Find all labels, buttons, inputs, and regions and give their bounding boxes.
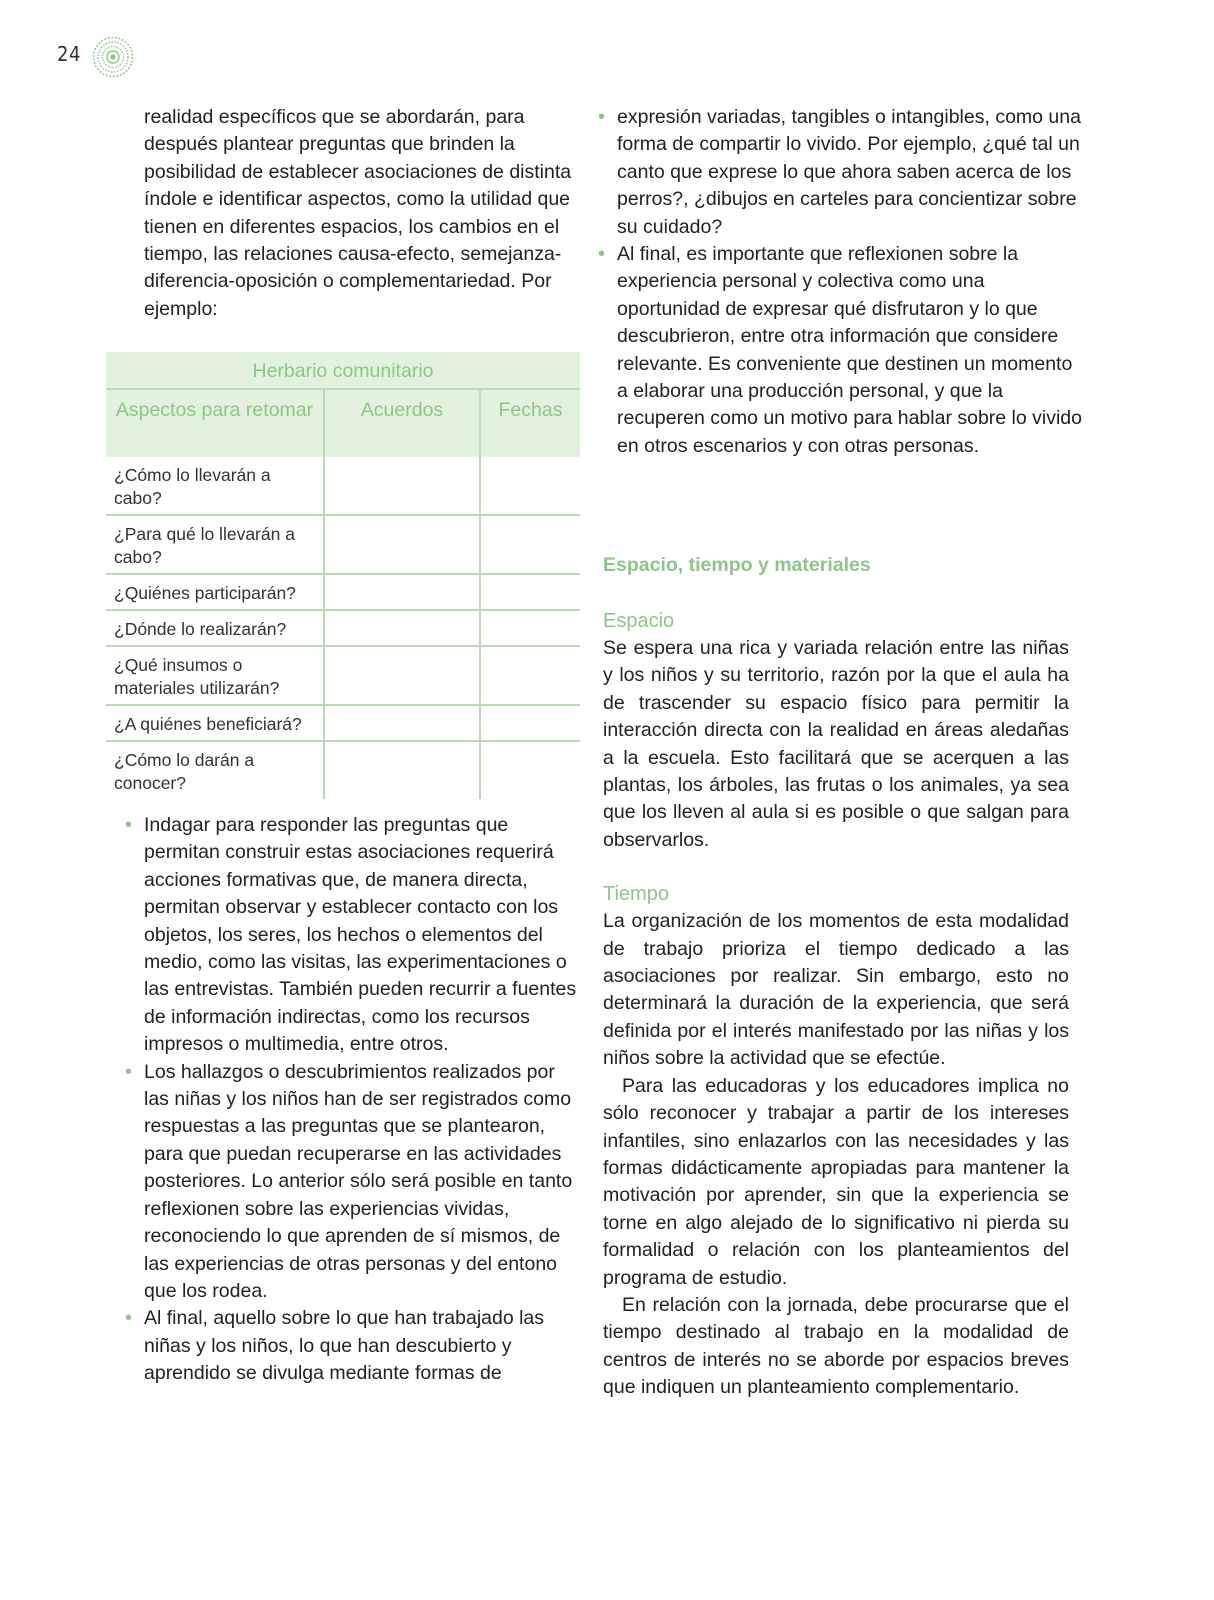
table-cell	[480, 515, 580, 574]
table-row	[106, 574, 580, 610]
sun-spiral-emblem-icon	[92, 36, 134, 78]
table-row	[106, 515, 580, 574]
subheading-espacio: Espacio	[603, 610, 675, 632]
table-cell	[480, 574, 580, 610]
right-bullet-list-2	[617, 241, 1087, 460]
table-cell	[324, 741, 480, 799]
table-cell: ¿A quiénes beneficiará?	[106, 705, 324, 741]
tiempo-paragraph-2: Para las educadoras y los educadores implica no sólo reconocer y trabajar a partir de los intereses infantiles, sino enlazarlos con las necesidades y las formas didácticamente apropiadas para mantener la motivación por aprender, sin que la experiencia se torne en algo alejado de lo significativo ni pierda su formalidad o relación con los planteamientos del programa de estudio.	[603, 1074, 1069, 1289]
table-cell: ¿Quiénes participarán?	[106, 574, 324, 610]
continuation-text: expresión variadas, tangibles o intangibles, como una forma de compartir lo vivido. Por ejemplo, ¿qué tal un canto que exprese lo que ahora saben acerca de los perros?, ¿dibujos en carteles para concientizar sobre su cuidado?	[617, 106, 1081, 238]
table-cell	[324, 646, 480, 705]
tiempo-paragraph-1: La organización de los momentos de esta modalidad de trabajo prioriza el tiempo dedicado a las asociaciones por realizar. Sin embargo, esto no determinará la duración de la experiencia, que será definida por el interés manifestado por las niñas y los niños sobre la actividad que se efectúe.	[603, 910, 1069, 1070]
table-row	[106, 610, 580, 646]
left-bullet-list	[144, 812, 584, 1388]
subheading-tiempo: Tiempo	[603, 883, 669, 906]
table-row	[106, 646, 580, 705]
right-bullet-list	[617, 104, 1087, 241]
table-row	[106, 741, 580, 799]
list-item: • Al final, es importante que reflexionen sobre la experiencia personal y colectiva como una oportunidad de expresar qué disfrutaron y lo que descubrieron, entre otra información que considere relevante. Es conveniente que destinen un momento a elaborar una producción personal, y que la recuperen como un motivo para hablar sobre lo vivido en otros escenarios y con otras personas.	[617, 241, 1087, 460]
section-heading: Espacio, tiempo y materiales	[603, 554, 871, 576]
left-column	[144, 104, 584, 323]
table-cell	[324, 515, 480, 574]
table-cell	[324, 705, 480, 741]
list-item-continuation	[617, 104, 1087, 241]
table-cell	[324, 574, 480, 610]
list-item: • Los hallazgos o descubrimientos realizados por las niñas y los niños han de ser registrados como respuestas a las preguntas que se plantearon, para que puedan recuperarse en las actividades posteriores. Lo anterior sólo será posible en tanto reflexionen sobre las experiencias vividas, reconociendo lo que aprenden de sí mismos, de las experiencias de otras personas y del entono que los rodea.	[144, 1059, 584, 1306]
table-cell: ¿Qué insumos o materiales utilizarán?	[106, 646, 324, 705]
list-item: • Al final, aquello sobre lo que han trabajado las niñas y los niños, lo que han descubierto y aprendido se divulga mediante formas de	[144, 1305, 584, 1387]
table-cell	[480, 741, 580, 799]
table-cell	[324, 457, 480, 515]
intro-paragraph: realidad específicos que se abordarán, para después plantear preguntas que brinden la posibilidad de establecer asociaciones de distinta índole e identificar aspectos, como la utilidad que tienen en diferentes espacios, los cambios en el tiempo, las relaciones causa-efecto, semejanza-diferencia-oposición o complementariedad. Por ejemplo:	[144, 106, 572, 320]
table-row	[106, 705, 580, 741]
table-cell	[480, 646, 580, 705]
table-cell	[480, 457, 580, 515]
herbario-table-container	[106, 352, 580, 799]
table-cell	[480, 705, 580, 741]
list-item: • Indagar para responder las preguntas que permitan construir estas asociaciones requerirá acciones formativas que, de manera directa, permitan observar y establecer contacto con los objetos, los seres, los hechos o elementos del medio, como las visitas, las experimentaciones o las entrevistas. También pueden recurrir a fuentes de información indirectas, como los recursos impresos o multimedia, entre otros.	[144, 812, 584, 1059]
herbario-table	[106, 352, 580, 799]
espacio-paragraph: Se espera una rica y variada relación entre las niñas y los niños y su territorio, razón por la que el aula ha de trascender su espacio físico para permitir la interacción directa con la realidad en áreas aledañas a la escuela. Esto facilitará que se acerquen a las plantas, los árboles, las frutas o los animales, ya sea que los lleven al aula si es posible o que salgan para observarlos.	[603, 637, 1069, 851]
table-cell: ¿Cómo lo llevarán a cabo?	[114, 465, 271, 508]
left-bullets-block	[144, 812, 584, 1388]
column-header: Fechas	[480, 389, 580, 457]
right-column	[617, 104, 1087, 460]
table-cell	[324, 610, 480, 646]
table-row	[106, 457, 580, 515]
column-header: Acuerdos	[324, 389, 480, 457]
page-number: 24	[57, 42, 81, 66]
table-cell: ¿Para qué lo llevarán a cabo?	[106, 515, 324, 574]
tiempo-paragraph-3: En relación con la jornada, debe procurarse que el tiempo destinado al trabajo en la modalidad de centros de interés no se aborde por espacios breves que indiquen un planteamiento complementario.	[603, 1293, 1069, 1399]
table-cell: ¿Cómo lo darán a conocer?	[106, 741, 324, 799]
table-title: Herbario comunitario	[106, 352, 580, 389]
column-header: Aspectos para retomar	[106, 389, 324, 457]
table-cell	[480, 610, 580, 646]
table-cell: ¿Dónde lo realizarán?	[106, 610, 324, 646]
espacio-tiempo-section	[603, 552, 1069, 1402]
